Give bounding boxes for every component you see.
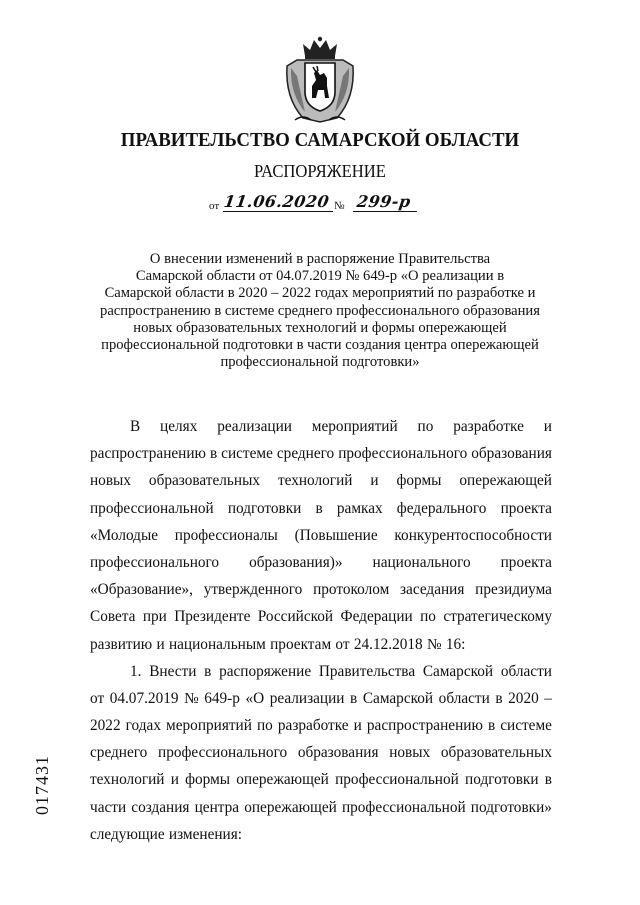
body-line — [90, 739, 552, 766]
body-line — [90, 467, 552, 494]
word: целях — [160, 418, 198, 435]
word: «Молодые — [90, 526, 159, 544]
word: и — [543, 418, 552, 435]
word: в — [487, 717, 496, 735]
word: 16: — [445, 635, 466, 653]
subject-line: профессиональной подготовки в части создания центра опережающей — [101, 337, 539, 354]
subject-line: Самарской области в 2020 – 2022 годах мероприятий по разработке и — [104, 285, 536, 302]
word: технологий — [277, 472, 353, 490]
word: 1. — [130, 662, 142, 680]
handwritten-date: 11.06.2020 — [222, 192, 331, 211]
word: профессиональной — [90, 499, 214, 517]
document-type: РАСПОРЯЖЕНИЕ — [254, 161, 386, 181]
word: системе — [221, 445, 273, 463]
word: в — [315, 499, 323, 517]
word: подготовки — [465, 771, 539, 789]
word: образования — [471, 445, 552, 463]
word: по — [257, 717, 273, 735]
word: В — [130, 418, 141, 435]
word: стратегическому — [443, 608, 552, 626]
word: области — [500, 662, 552, 680]
subject-line: Самарской области от 04.07.2019 № 649-р «О реализации в — [135, 268, 505, 285]
word: конкурентоспособности — [394, 526, 552, 544]
word: опережающей — [459, 472, 552, 490]
word: изменения: — [168, 825, 243, 843]
document-body — [90, 413, 552, 848]
word: проектам — [270, 635, 332, 653]
body-line — [90, 440, 552, 467]
body-line — [90, 413, 552, 440]
word: технологий — [90, 771, 165, 789]
word: от — [335, 635, 350, 653]
word: национального — [372, 553, 471, 571]
body-line — [90, 549, 552, 576]
subject-line: профессиональной подготовки» — [220, 354, 420, 371]
organization-title: ПРАВИТЕЛЬСТВО САМАРСКОЙ ОБЛАСТИ — [120, 129, 520, 151]
word: реализации — [269, 689, 345, 707]
word: распространению — [90, 445, 206, 463]
word: мероприятий — [311, 418, 398, 435]
word: образовательных — [440, 744, 552, 762]
word: «Образование», — [90, 581, 193, 599]
word: «О — [245, 689, 265, 707]
paragraph-item-1 — [90, 658, 552, 848]
word: и — [370, 472, 379, 490]
word: 24.12.2018 — [353, 635, 423, 653]
word: образования — [297, 744, 379, 762]
word: подготовки — [227, 499, 302, 517]
word: центра — [194, 798, 240, 816]
word: по — [420, 608, 436, 626]
number-underline — [353, 211, 417, 212]
word: среднего — [276, 445, 335, 463]
word: профессионального — [158, 744, 288, 762]
word: профессионалы — [174, 526, 278, 544]
word: рамках — [336, 499, 383, 517]
word: заседания — [400, 581, 465, 599]
subject-line: распространению в системе среднего профессионального образования — [100, 302, 540, 319]
word: 2022 — [90, 717, 121, 735]
word: профессиональной — [335, 771, 459, 789]
number-prefix: № — [334, 200, 345, 212]
subject-line: О внесении изменений в распоряжение Правительства — [149, 251, 491, 267]
word: в — [495, 689, 503, 707]
word: Правительства — [318, 662, 416, 680]
word: образовательных — [148, 472, 261, 490]
body-line — [90, 685, 552, 712]
word: формы — [396, 472, 442, 490]
body-line — [90, 522, 552, 549]
word: опережающей — [244, 798, 337, 816]
coat-of-arms-emblem — [283, 36, 357, 124]
word: 649-р — [204, 689, 240, 707]
word: Внести — [149, 662, 197, 680]
date-number-line — [209, 193, 449, 215]
word: Федерации — [340, 608, 413, 626]
subject-line: новых образовательных технологий и формы опережающей — [133, 319, 507, 336]
word: и — [353, 717, 362, 735]
date-underline — [223, 211, 333, 212]
body-line — [90, 794, 552, 821]
word: № — [426, 635, 442, 653]
word: новых — [90, 472, 131, 490]
word: президиума — [475, 581, 552, 599]
body-line — [90, 658, 552, 685]
word: при — [142, 608, 167, 626]
word: национальным — [168, 635, 266, 653]
word: следующие — [90, 825, 165, 843]
word: в — [350, 689, 358, 707]
word: разработке — [453, 418, 524, 435]
word: Российской — [257, 608, 334, 626]
body-line — [90, 712, 552, 739]
word: Самарской — [422, 662, 494, 680]
word: проекта — [500, 553, 552, 571]
word: в — [544, 771, 552, 789]
body-line — [90, 631, 552, 658]
body-line — [90, 766, 552, 793]
body-line — [90, 576, 552, 603]
word: мероприятий — [166, 717, 252, 735]
word: в — [209, 445, 218, 463]
word: от — [90, 689, 105, 707]
word: федерального — [396, 499, 487, 517]
word: 04.07.2019 — [109, 689, 179, 707]
word: профессионального — [338, 445, 468, 463]
word: профессионального — [90, 553, 220, 571]
word: в — [204, 662, 212, 680]
word: опережающей — [236, 771, 329, 789]
body-line — [90, 603, 552, 630]
word: (Повышение — [294, 526, 378, 544]
word: по — [417, 418, 434, 435]
word: – — [544, 689, 552, 707]
word: Совета — [90, 608, 136, 626]
word: области — [438, 689, 490, 707]
body-line — [90, 821, 552, 848]
word: развитию — [90, 635, 153, 653]
word: образования)» — [249, 553, 343, 571]
word: № — [184, 689, 199, 707]
word: новых — [389, 744, 431, 762]
word: распоряжение — [219, 662, 312, 680]
date-prefix: от — [209, 200, 220, 212]
paragraph-preamble — [90, 413, 552, 658]
word: формы — [185, 771, 231, 789]
word: создания — [131, 798, 190, 816]
word: проекта — [500, 499, 552, 517]
word: системе — [500, 717, 552, 735]
word: 2020 — [508, 689, 539, 707]
document-subject — [90, 251, 550, 371]
word: утвержденного — [203, 581, 303, 599]
word: протоколом — [313, 581, 390, 599]
word: Президенте — [174, 608, 251, 626]
word: части — [90, 798, 127, 816]
word: разработке — [277, 717, 349, 735]
registration-stamp: 017431 — [32, 755, 52, 815]
word: распространению — [366, 717, 483, 735]
word: годах — [125, 717, 161, 735]
word: подготовки» — [470, 798, 552, 816]
word: и — [156, 635, 165, 653]
word: реализации — [217, 418, 292, 435]
word: Самарской — [362, 689, 434, 707]
word: и — [170, 771, 179, 789]
word: профессиональной — [341, 798, 466, 816]
word: среднего — [90, 744, 148, 762]
body-line — [90, 495, 552, 522]
handwritten-number: 299-р — [355, 192, 413, 211]
